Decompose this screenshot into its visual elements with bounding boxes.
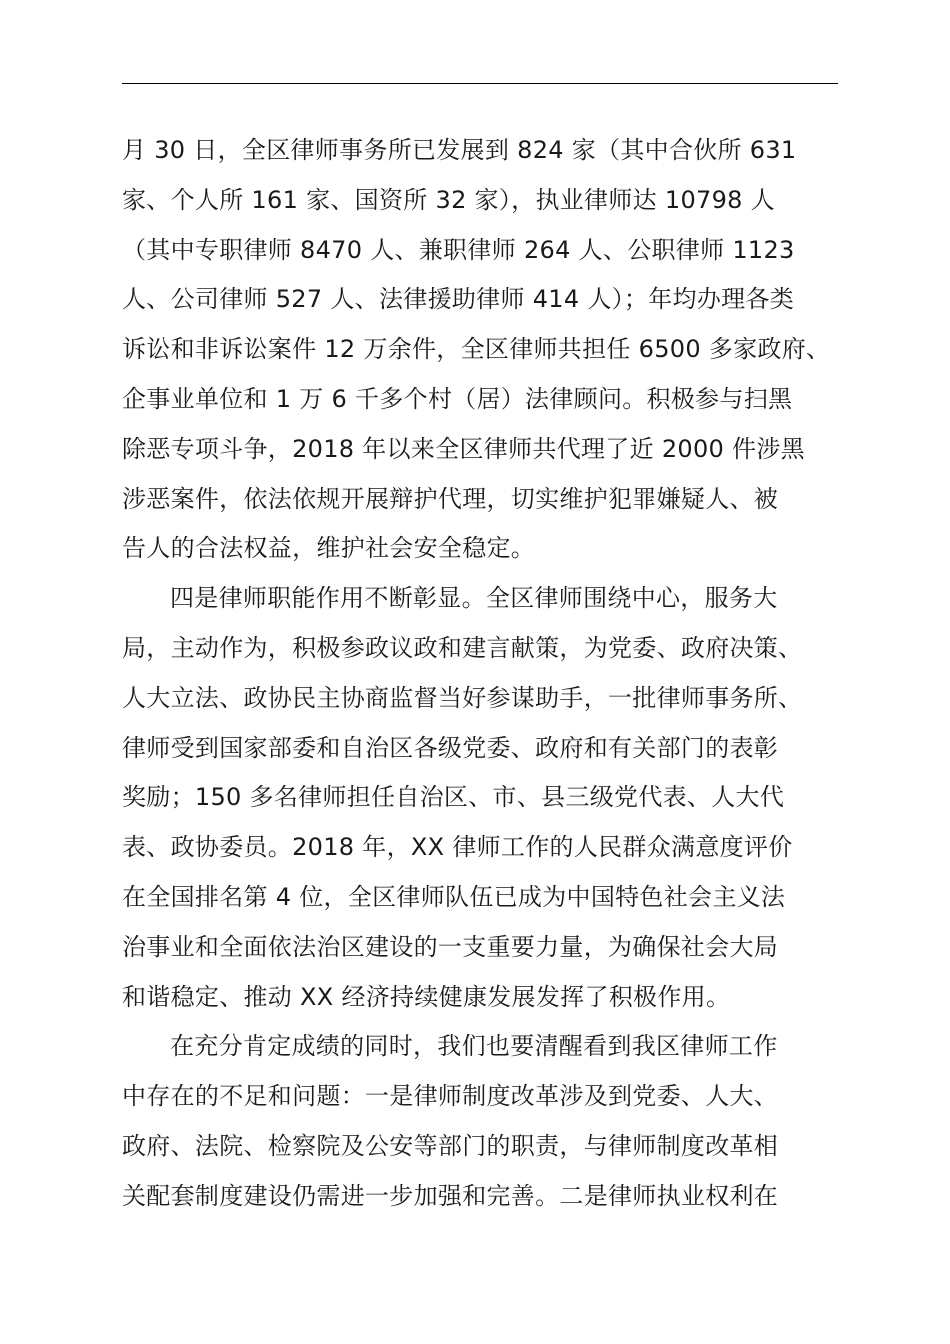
text-line: 家、个人所 161 家、国资所 32 家），执业律师达 10798 人 <box>122 185 775 214</box>
text-line: 涉恶案件，依法依规开展辩护代理，切实维护犯罪嫌疑人、被 <box>122 484 779 513</box>
text-line: 除恶专项斗争，2018 年以来全区律师共代理了近 2000 件涉黑 <box>122 434 805 463</box>
text-line: 月 30 日，全区律师事务所已发展到 824 家（其中合伙所 631 <box>122 136 797 164</box>
text-line: 和谐稳定、推动 XX 经济持续健康发展发挥了积极作用。 <box>122 982 731 1011</box>
paragraph-start-line: 四是律师职能作用不断彰显。全区律师围绕中心，服务大 <box>170 584 778 613</box>
text-line: 告人的合法权益，维护社会安全稳定。 <box>122 534 536 563</box>
paragraph-start-line: 在充分肯定成绩的同时，我们也要清醒看到我区律师工作 <box>170 1032 778 1061</box>
text-line: 人大立法、政协民主协商监督当好参谋助手，一批律师事务所、 <box>122 683 803 712</box>
text-line: 治事业和全面依法治区建设的一支重要力量，为确保社会大局 <box>122 932 779 961</box>
header-rule <box>122 83 838 84</box>
text-line: 表、政协委员。2018 年，XX 律师工作的人民群众满意度评价 <box>122 833 793 862</box>
text-line: （其中专职律师 8470 人、兼职律师 264 人、公职律师 1123 <box>122 235 795 264</box>
text-line: 在全国排名第 4 位，全区律师队伍已成为中国特色社会主义法 <box>122 882 786 911</box>
text-line: 政府、法院、检察院及公安等部门的职责，与律师制度改革相 <box>122 1131 779 1160</box>
body-text <box>122 126 862 1222</box>
text-line: 人、公司律师 527 人、法律援助律师 414 人）；年均办理各类 <box>122 285 795 314</box>
text-line: 诉讼和非诉讼案件 12 万余件，全区律师共担任 6500 多家政府、 <box>122 335 831 364</box>
text-line: 关配套制度建设仍需进一步加强和完善。二是律师执业权利在 <box>122 1181 779 1210</box>
text-line: 律师受到国家部委和自治区各级党委、政府和有关部门的表彰 <box>122 733 779 762</box>
text-line: 中存在的不足和问题：一是律师制度改革涉及到党委、人大、 <box>122 1082 779 1111</box>
text-line: 局，主动作为，积极参政议政和建言献策，为党委、政府决策、 <box>122 633 803 662</box>
text-line: 企事业单位和 1 万 6 千多个村（居）法律顾问。积极参与扫黑 <box>122 384 793 413</box>
text-line: 奖励；150 多名律师担任自治区、市、县三级党代表、人大代 <box>122 783 785 812</box>
